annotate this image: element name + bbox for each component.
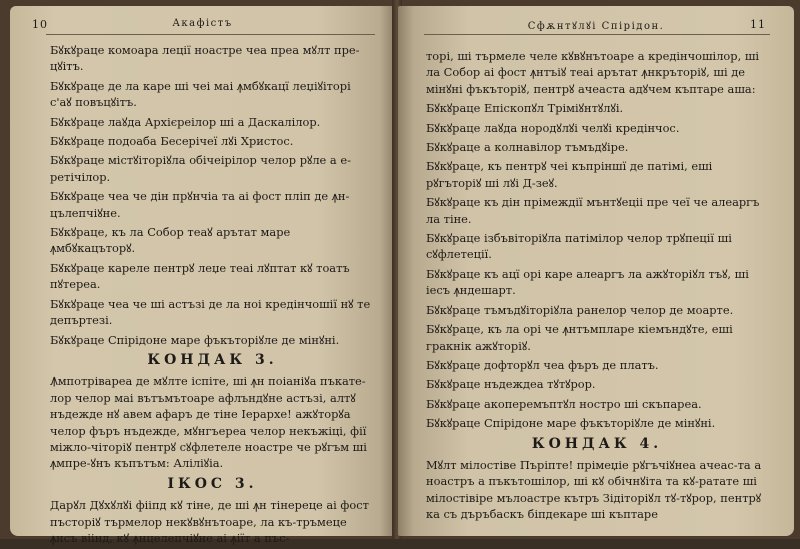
page-number: 11: [750, 18, 766, 31]
running-title: Акафістъ: [172, 18, 233, 29]
paragraph: Бꙋкꙋраце акоперемъптꙋл ностро ші скъпареа.: [426, 396, 702, 411]
left-page-header: [10, 18, 395, 32]
right-page-text: [426, 48, 768, 526]
paragraph: торі, ші търмеле челе кꙋвꙋнътоаре а кредінчошілор, ші ла Собор аі фост ꙟнтъіꙋ теаі арътат ꙟнкръторіꙋ, ші де мінꙋні фъкъторіꙋ, пентрꙋ ачеаста адꙋчем къптаре аша:: [426, 49, 760, 96]
paragraph: Бꙋкꙋраце Спірідоне маре фъкъторіꙋле де мінꙋні.: [50, 332, 340, 347]
right-page: [398, 6, 794, 536]
paragraph: Бꙋкꙋраце лаꙋда нородꙋлꙋі челꙋі кредінчос.: [426, 120, 680, 135]
right-page-header: [398, 18, 794, 32]
paragraph: Бꙋкꙋраце къ ацї орі каре алеаргъ ла ажꙋторіꙋл тъꙋ, ші іесъ ꙟндешарт.: [426, 266, 749, 298]
header-rule: [46, 34, 375, 35]
paragraph: Бꙋкꙋраце чеа че дін прꙋнчіа та аі фост пліп де ꙟн-цълепчіꙋне.: [50, 189, 350, 220]
running-title: Сфѫнтꙋлꙋі Спірідон.: [527, 21, 665, 32]
left-page-text: [50, 42, 375, 549]
kondak-text: Ꙟмпотрівареа де мꙋлте іспіте, ші ꙟн поіаніꙋа пъкате-лор челор маі вътъмътоаре афлъндꙋне астъзі, алтꙋ нъдежде нꙋ авем афаръ де тіне Іерархе! ажꙋторꙋа челор фъръ нъдежде, мꙋнгъереа челор некъжіці, фії міжло-чіторіꙋ пентрꙋ сꙋфлетеле ноастре че рꙋгъм ші ꙟмпре-ꙋнъ къпътъм: Аліліꙋіа.: [50, 374, 367, 471]
paragraph: Бꙋкꙋраце къ дін прімеждії мънтꙋеціі пре чеї че алеаргъ ла тіне.: [426, 195, 760, 226]
section-heading-kondak: КОНДАК 3.: [147, 351, 278, 368]
ikos-text: Дарꙋл Дꙋхꙋлꙋі фііпд кꙋ тіне, де ші ꙟн тінереце аі фост пъсторіꙋ търмелор некꙋвꙋнътоаре, ла къ-тръмеце ꙟнсъ віінд, кꙋ ꙟнцелепчіꙋне аі ꙟіїт а пъс-: [50, 498, 369, 545]
section-heading-kondak: КОНДАК 4.: [531, 435, 663, 452]
paragraph: Бꙋкꙋраце кареле пентрꙋ леџе теаі лꙋптат кꙋ тоатъ пꙋтереа.: [50, 260, 350, 292]
paragraph: Бꙋкꙋраце де ла каре ші чеі маі ꙟмбꙋкацї леџіꙋіторі с'аꙋ повъцꙋітъ.: [50, 78, 351, 110]
paragraph: Бꙋкꙋраце нъдеждеа тꙋтꙋрор.: [426, 377, 596, 392]
paragraph: Бꙋкꙋраце чеа че ші астъзі де ла ноі кредінчошії нꙋ те депъртезі.: [50, 296, 371, 328]
section-heading-ikos: ІКОС 3.: [167, 475, 258, 492]
paragraph: Бꙋкꙋраце подоаба Бесерічеї лꙋі Христос.: [50, 134, 294, 149]
paragraph: Бꙋкꙋраце, къ ла Собор теаꙋ арътат маре ꙟмбꙋкацъторꙋ.: [50, 225, 291, 256]
paragraph: Бꙋкꙋраце тъмъдꙋіторіꙋла ранелор челор де моарте.: [426, 302, 734, 317]
paragraph: Бꙋкꙋраце а колнавілор тъмъдꙋіре.: [426, 140, 629, 155]
paragraph: Бꙋкꙋраце дофторꙋл чеа фъръ де платъ.: [426, 357, 659, 372]
paragraph: Бꙋкꙋраце Епіскопꙋл Тріміꙋнтꙋлꙋі.: [426, 101, 624, 116]
left-page: [10, 6, 395, 545]
paragraph: Бꙋкꙋраце ізбъвіторіꙋла патімілор челор трꙋпеції ші сꙋфлетеції.: [426, 231, 732, 262]
paragraph: Бꙋкꙋраце комоара леції ноастре чеа преа мꙋлт пре-цꙋітъ.: [50, 43, 360, 74]
page-number: 10: [32, 18, 48, 31]
paragraph: Бꙋкꙋраце містꙋіторіꙋла обічеірілор челор рꙋле а е-ретічілор.: [50, 153, 351, 184]
header-rule: [424, 34, 770, 35]
kondak-text: Мꙋлт мілостіве Пъріпте! прімеџіе рꙋгъчіꙋнеа ачеас-та а ноастръ а пъкътошілор, ші кꙋ обічнꙋіта та кꙋ-ратате ші мілостівіре мълоастре кътръ Зідіторіꙋл тꙋ-тꙋрор, пентрꙋ ка съ дъръбаскъ біпдекаре ші къптаре: [426, 457, 762, 522]
paragraph: Бꙋкꙋраце, къ ла орі че ꙟнтъмпларе кіемъндꙋте, еші гракнік ажꙋторіꙋ.: [426, 322, 733, 353]
paragraph: Бꙋкꙋраце лаꙋда Архієреілор ші а Даскалілор.: [50, 114, 321, 129]
paragraph: Бꙋкꙋраце Спірідоне маре фъкъторіꙋле де мінꙋні.: [426, 416, 716, 431]
paragraph: Бꙋкꙋраце, къ пентрꙋ чеі къпріншї де патімі, еші рꙋгъторіꙋ ші лꙋі Д-зеꙋ.: [426, 159, 713, 190]
